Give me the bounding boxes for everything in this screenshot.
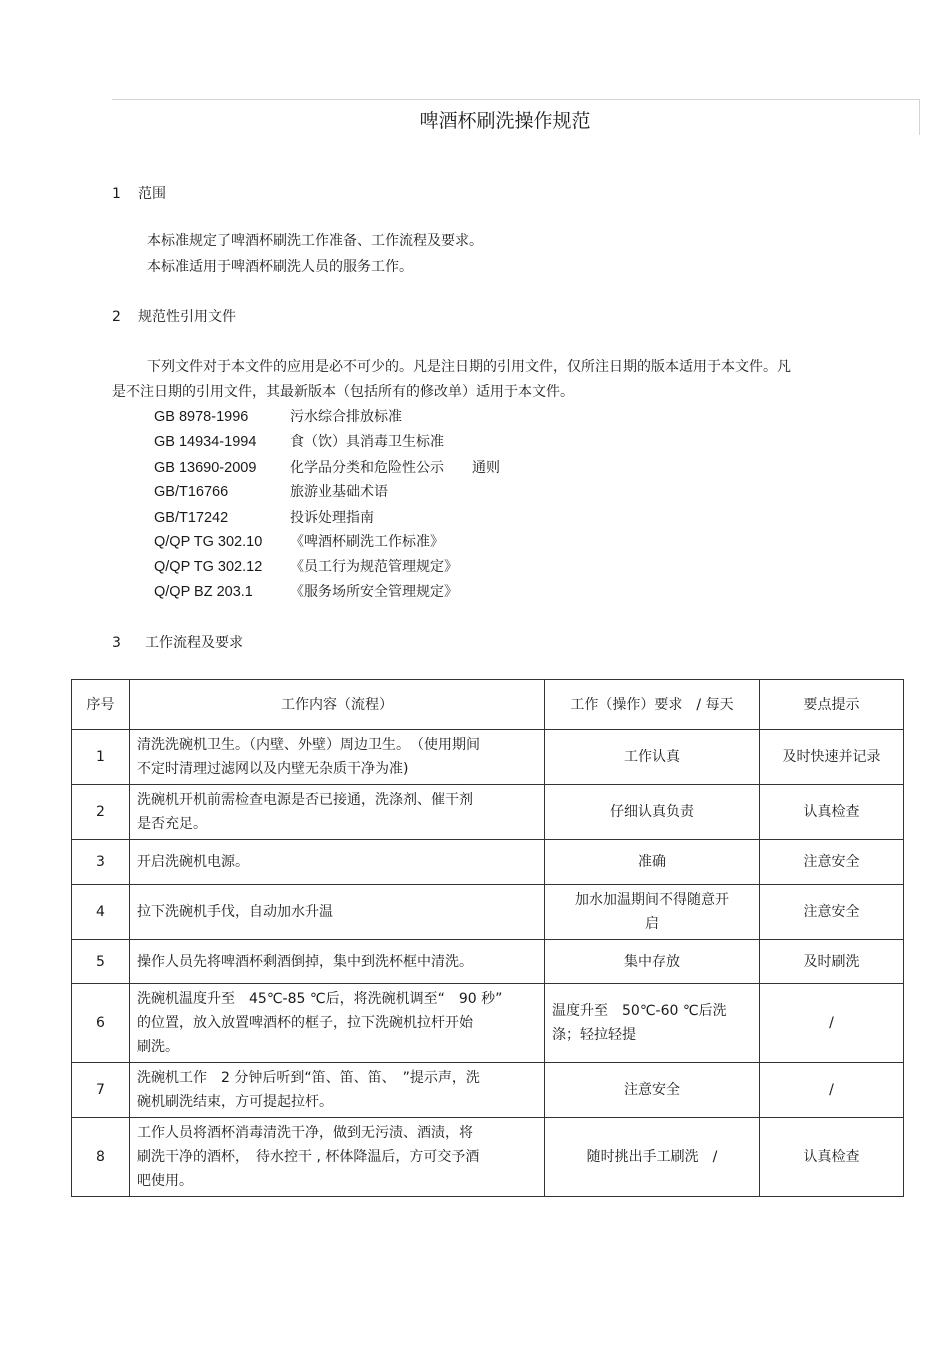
content-line: 操作人员先将啤酒杯剩酒倒掉，集中到洗杯框中清洗。 (137, 953, 473, 970)
document-title: 啤酒杯刷洗操作规范 (419, 110, 591, 132)
reference-code: GB 8978-1996 (154, 409, 249, 425)
section-1-heading (112, 183, 166, 203)
reference-code: GB 13690-2009 (154, 460, 257, 476)
table-row (72, 1118, 904, 1197)
reference-code: Q/QP TG 302.12 (154, 559, 263, 575)
row-tip: 认真检查 (760, 785, 904, 840)
reference-name: 《服务场所安全管理规定》 (290, 584, 458, 600)
reference-item (154, 406, 402, 426)
requirement-line: 温度升至 50℃-60 ℃后洗 (552, 1003, 727, 1019)
row-content (130, 1063, 545, 1118)
row-tip: 认真检查 (760, 1118, 904, 1197)
content-line: 的位置，放入放置啤酒杯的框子，拉下洗碗机拉杆开始 (137, 1015, 473, 1031)
col-header-no: 序号 (72, 680, 130, 730)
reference-name: 污水综合排放标准 (290, 409, 402, 425)
row-tip: 及时刷洗 (760, 940, 904, 984)
section-title: 范围 (138, 186, 166, 202)
section-3-heading (112, 632, 243, 652)
content-line: 拉下洗碗机手伐，自动加水升温 (137, 904, 333, 920)
content-line: 洗碗机温度升至 45℃-85 ℃后，将洗碗机调至“ 90 秒” (137, 991, 503, 1007)
row-no: 2 (72, 785, 130, 840)
content-line: 洗碗机工作 2 分钟后听到“笛、笛、笛、 ”提示声，洗 (137, 1070, 480, 1086)
table-row (72, 940, 904, 984)
reference-name: 旅游业基础术语 (290, 484, 388, 500)
reference-item (154, 581, 458, 601)
row-tip: 及时快速并记录 (760, 730, 904, 785)
section-title: 工作流程及要求 (145, 635, 243, 651)
table-row (72, 885, 904, 940)
section-2-heading (112, 306, 236, 326)
requirement-line: 加水加温期间不得随意开 (575, 892, 729, 908)
row-requirement (545, 1118, 760, 1197)
reference-code: Q/QP BZ 203.1 (154, 584, 253, 600)
content-line: 刷洗。 (137, 1039, 179, 1055)
table-row (72, 1063, 904, 1118)
requirement-line: 工作认真 (624, 749, 680, 765)
reference-name: 《员工行为规范管理规定》 (290, 559, 458, 575)
content-line: 刷洗干净的酒杯， 待水控干 , 杯体降温后，方可交予酒 (137, 1149, 480, 1165)
reference-name: 投诉处理指南 (290, 510, 374, 526)
col-header-tip: 要点提示 (760, 680, 904, 730)
requirement-line: 集中存放 (624, 953, 680, 970)
row-content (130, 984, 545, 1063)
row-no: 8 (72, 1118, 130, 1197)
section-number: 2 (112, 309, 121, 325)
row-requirement (545, 840, 760, 885)
row-no: 7 (72, 1063, 130, 1118)
content-line: 吧使用。 (137, 1173, 193, 1189)
reference-code: GB/T17242 (154, 510, 229, 526)
content-line: 碗机刷洗结束，方可提起拉杆。 (137, 1094, 333, 1110)
row-content (130, 785, 545, 840)
table-row (72, 840, 904, 885)
refs-intro-line-2: 是不注日期的引用文件，其最新版本（包括所有的修改单）适用于本文件。 (112, 384, 574, 400)
row-tip: 注意安全 (760, 885, 904, 940)
reference-item (154, 481, 388, 501)
requirement-line: 随时挑出手工刷洗 / (586, 1149, 718, 1165)
row-requirement (545, 785, 760, 840)
row-tip: / (760, 1063, 904, 1118)
row-requirement (545, 984, 760, 1063)
reference-item (154, 556, 458, 576)
content-line: 工作人员将酒杯消毒清洗干净，做到无污渍、酒渍，将 (137, 1125, 473, 1141)
requirement-line: 涤；轻拉轻提 (552, 1027, 636, 1043)
row-no: 4 (72, 885, 130, 940)
row-tip: / (760, 984, 904, 1063)
row-content (130, 940, 545, 984)
row-content (130, 1118, 545, 1197)
section-title: 规范性引用文件 (138, 309, 236, 325)
requirement-line: 注意安全 (624, 1082, 680, 1098)
scope-line-1: 本标准规定了啤酒杯刷洗工作准备、工作流程及要求。 (147, 233, 483, 249)
reference-name: 食（饮）具消毒卫生标准 (290, 434, 444, 450)
content-line: 清洗洗碗机卫生。（内壁、外壁）周边卫生。 （使用期间 (137, 737, 480, 753)
reference-code: Q/QP TG 302.10 (154, 534, 263, 550)
reference-name: 化学品分类和危险性公示 通则 (290, 460, 500, 476)
row-requirement (545, 885, 760, 940)
table-row (72, 785, 904, 840)
row-no: 3 (72, 840, 130, 885)
refs-intro-line-1: 下列文件对于本文件的应用是必不可少的。凡是注日期的引用文件，仅所注日期的版本适用于本文件。凡 (147, 359, 791, 375)
col-header-requirement: 工作（操作）要求 / 每天 (545, 680, 760, 730)
table-row (72, 730, 904, 785)
row-content (130, 885, 545, 940)
reference-item (154, 457, 500, 477)
row-content (130, 840, 545, 885)
scope-line-2: 本标准适用于啤酒杯刷洗人员的服务工作。 (147, 259, 413, 275)
row-tip: 注意安全 (760, 840, 904, 885)
row-requirement (545, 940, 760, 984)
content-line: 不定时清理过滤网以及内壁无杂质干净为准) (137, 761, 409, 777)
requirement-line: 准确 (638, 854, 666, 870)
section-number: 1 (112, 186, 121, 202)
table-header-row (72, 680, 904, 730)
content-line: 洗碗机开机前需检查电源是否已接通，洗涤剂、催干剂 (137, 792, 473, 808)
reference-code: GB/T16766 (154, 484, 229, 500)
content-line: 是否充足。 (137, 816, 207, 832)
requirement-line: 启 (645, 916, 659, 932)
content-line: 开启洗碗机电源。 (137, 854, 249, 870)
row-no: 1 (72, 730, 130, 785)
row-requirement (545, 1063, 760, 1118)
reference-name: 《啤酒杯刷洗工作标准》 (290, 534, 444, 550)
row-no: 6 (72, 984, 130, 1063)
row-no: 5 (72, 940, 130, 984)
row-content (130, 730, 545, 785)
col-header-content: 工作内容（流程） (130, 680, 545, 730)
requirement-line: 仔细认真负责 (610, 804, 694, 820)
reference-item (154, 531, 444, 551)
workflow-table (71, 679, 904, 1197)
row-requirement (545, 730, 760, 785)
section-number: 3 (112, 635, 121, 651)
reference-code: GB 14934-1994 (154, 434, 257, 450)
reference-item (154, 507, 374, 527)
table-row (72, 984, 904, 1063)
header-rule (112, 99, 919, 100)
reference-item (154, 431, 444, 451)
